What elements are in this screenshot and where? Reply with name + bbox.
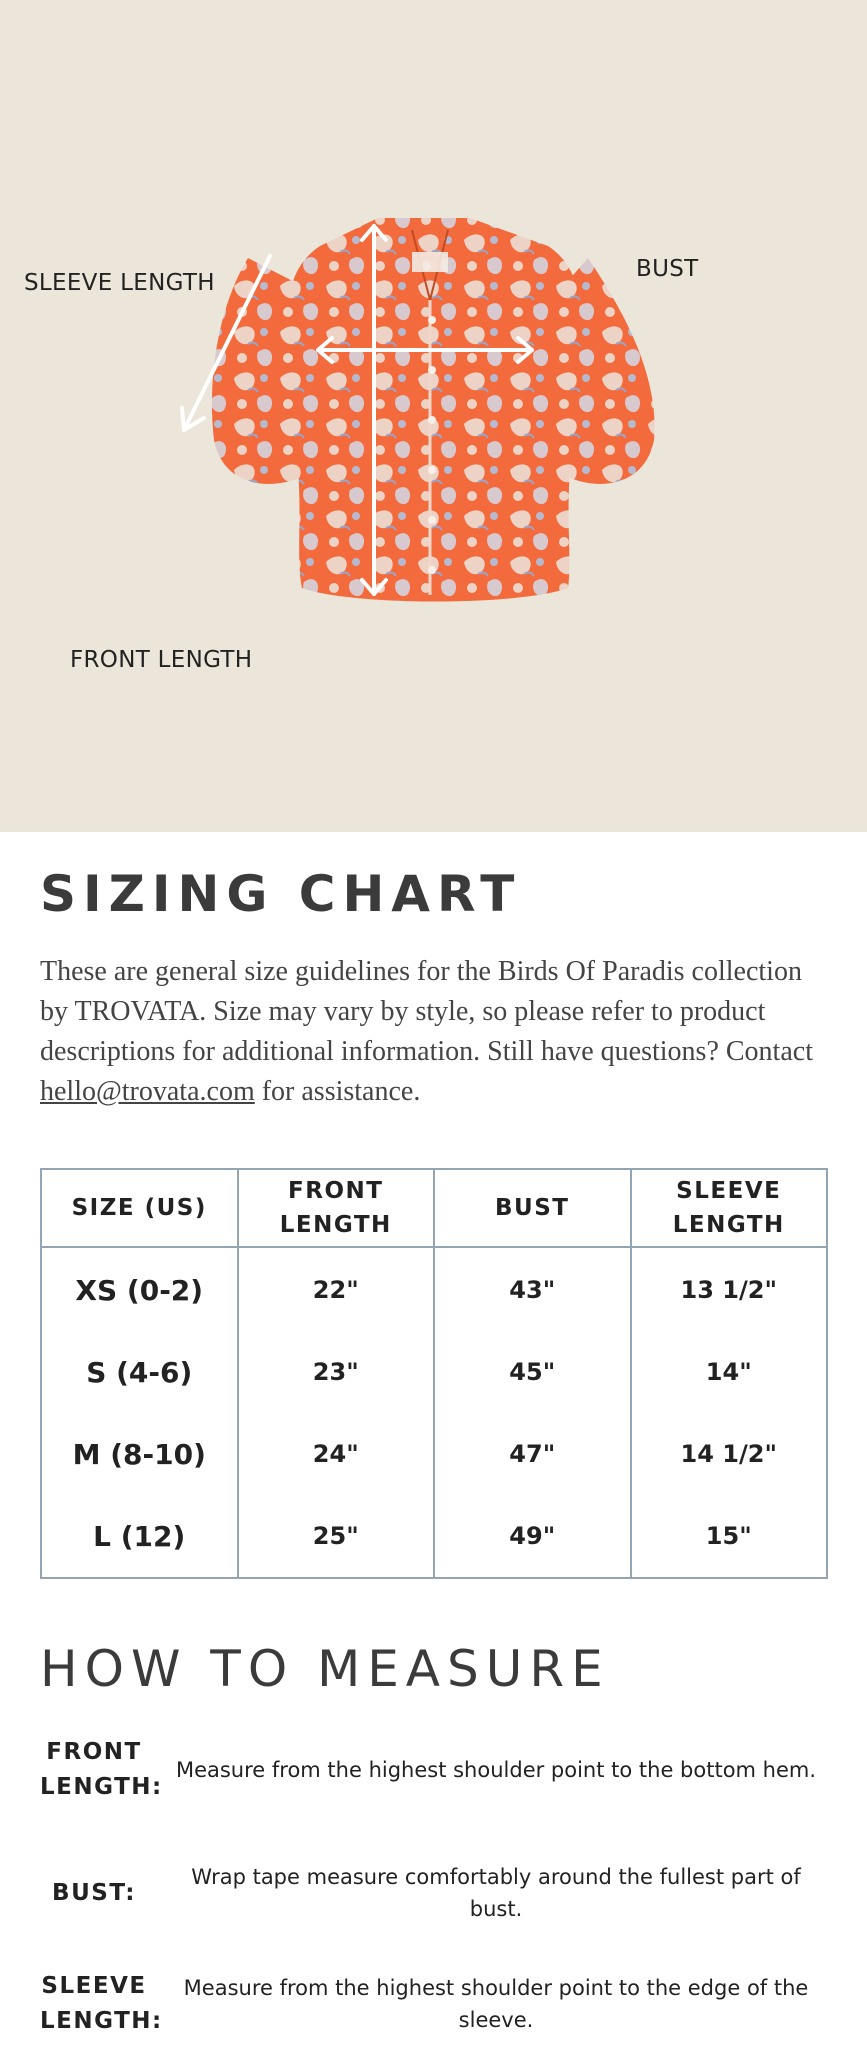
header-size: SIZE (US): [41, 1169, 238, 1247]
header-front-length: FRONT LENGTH: [238, 1169, 435, 1247]
size-cell: M (8-10): [41, 1413, 238, 1495]
sleeve-length-cell: 13 1/2": [631, 1247, 828, 1331]
measure-term: BUST:: [52, 1879, 136, 1906]
measure-item-sleeve-length: [40, 1969, 828, 2039]
bust-cell: 49": [434, 1495, 631, 1578]
measure-item-bust: [40, 1861, 828, 1925]
measure-description: Wrap tape measure comfortably around the fullest part of bust.: [191, 1865, 801, 1921]
how-to-measure-title: HOW TO MEASURE: [40, 1640, 610, 1698]
sleeve-length-cell: 15": [631, 1495, 828, 1578]
front-length-label: FRONT LENGTH: [70, 647, 253, 673]
measure-term: FRONT LENGTH:: [40, 1739, 163, 1800]
table-row: [41, 1247, 827, 1331]
table-row: [41, 1495, 827, 1578]
header-bust: BUST: [434, 1169, 631, 1247]
front-length-cell: 22": [238, 1247, 435, 1331]
bust-cell: 43": [434, 1247, 631, 1331]
header-sleeve-length: SLEEVE LENGTH: [631, 1169, 828, 1247]
table-row: [41, 1413, 827, 1495]
sizing-content: [0, 864, 867, 2039]
bust-cell: 47": [434, 1413, 631, 1495]
sizing-chart-title: SIZING CHART: [40, 865, 522, 923]
sleeve-length-label: SLEEVE LENGTH: [24, 270, 215, 296]
table-row: [41, 1331, 827, 1413]
sizing-intro: [40, 952, 827, 1112]
bust-label: BUST: [636, 256, 699, 282]
measure-item-front-length: [40, 1735, 828, 1805]
measure-description: Measure from the highest shoulder point to the edge of the sleeve.: [183, 1976, 809, 2032]
front-length-cell: 25": [238, 1495, 435, 1578]
measure-term: SLEEVE LENGTH:: [40, 1973, 163, 2034]
front-length-cell: 24": [238, 1413, 435, 1495]
size-cell: L (12): [41, 1495, 238, 1578]
size-table: [40, 1168, 828, 1579]
bust-cell: 45": [434, 1331, 631, 1413]
intro-text: These are general size guidelines for the Birds Of Paradis collection by TROVATA. Size may vary by style, so please refer to product descriptions for additional information. Still have questions? Contact: [40, 956, 813, 1067]
front-length-cell: 23": [238, 1331, 435, 1413]
shirt-illustration: [0, 0, 867, 832]
measure-description: Measure from the highest shoulder point to the bottom hem.: [175, 1758, 817, 1782]
sleeve-length-cell: 14": [631, 1331, 828, 1413]
contact-email-link[interactable]: hello@trovata.com: [40, 1076, 255, 1107]
product-measure-illustration: [0, 0, 867, 832]
size-cell: S (4-6): [41, 1331, 238, 1413]
size-table-header-row: [41, 1169, 827, 1247]
sleeve-length-cell: 14 1/2": [631, 1413, 828, 1495]
size-cell: XS (0-2): [41, 1247, 238, 1331]
intro-suffix: for assistance.: [254, 1076, 421, 1107]
